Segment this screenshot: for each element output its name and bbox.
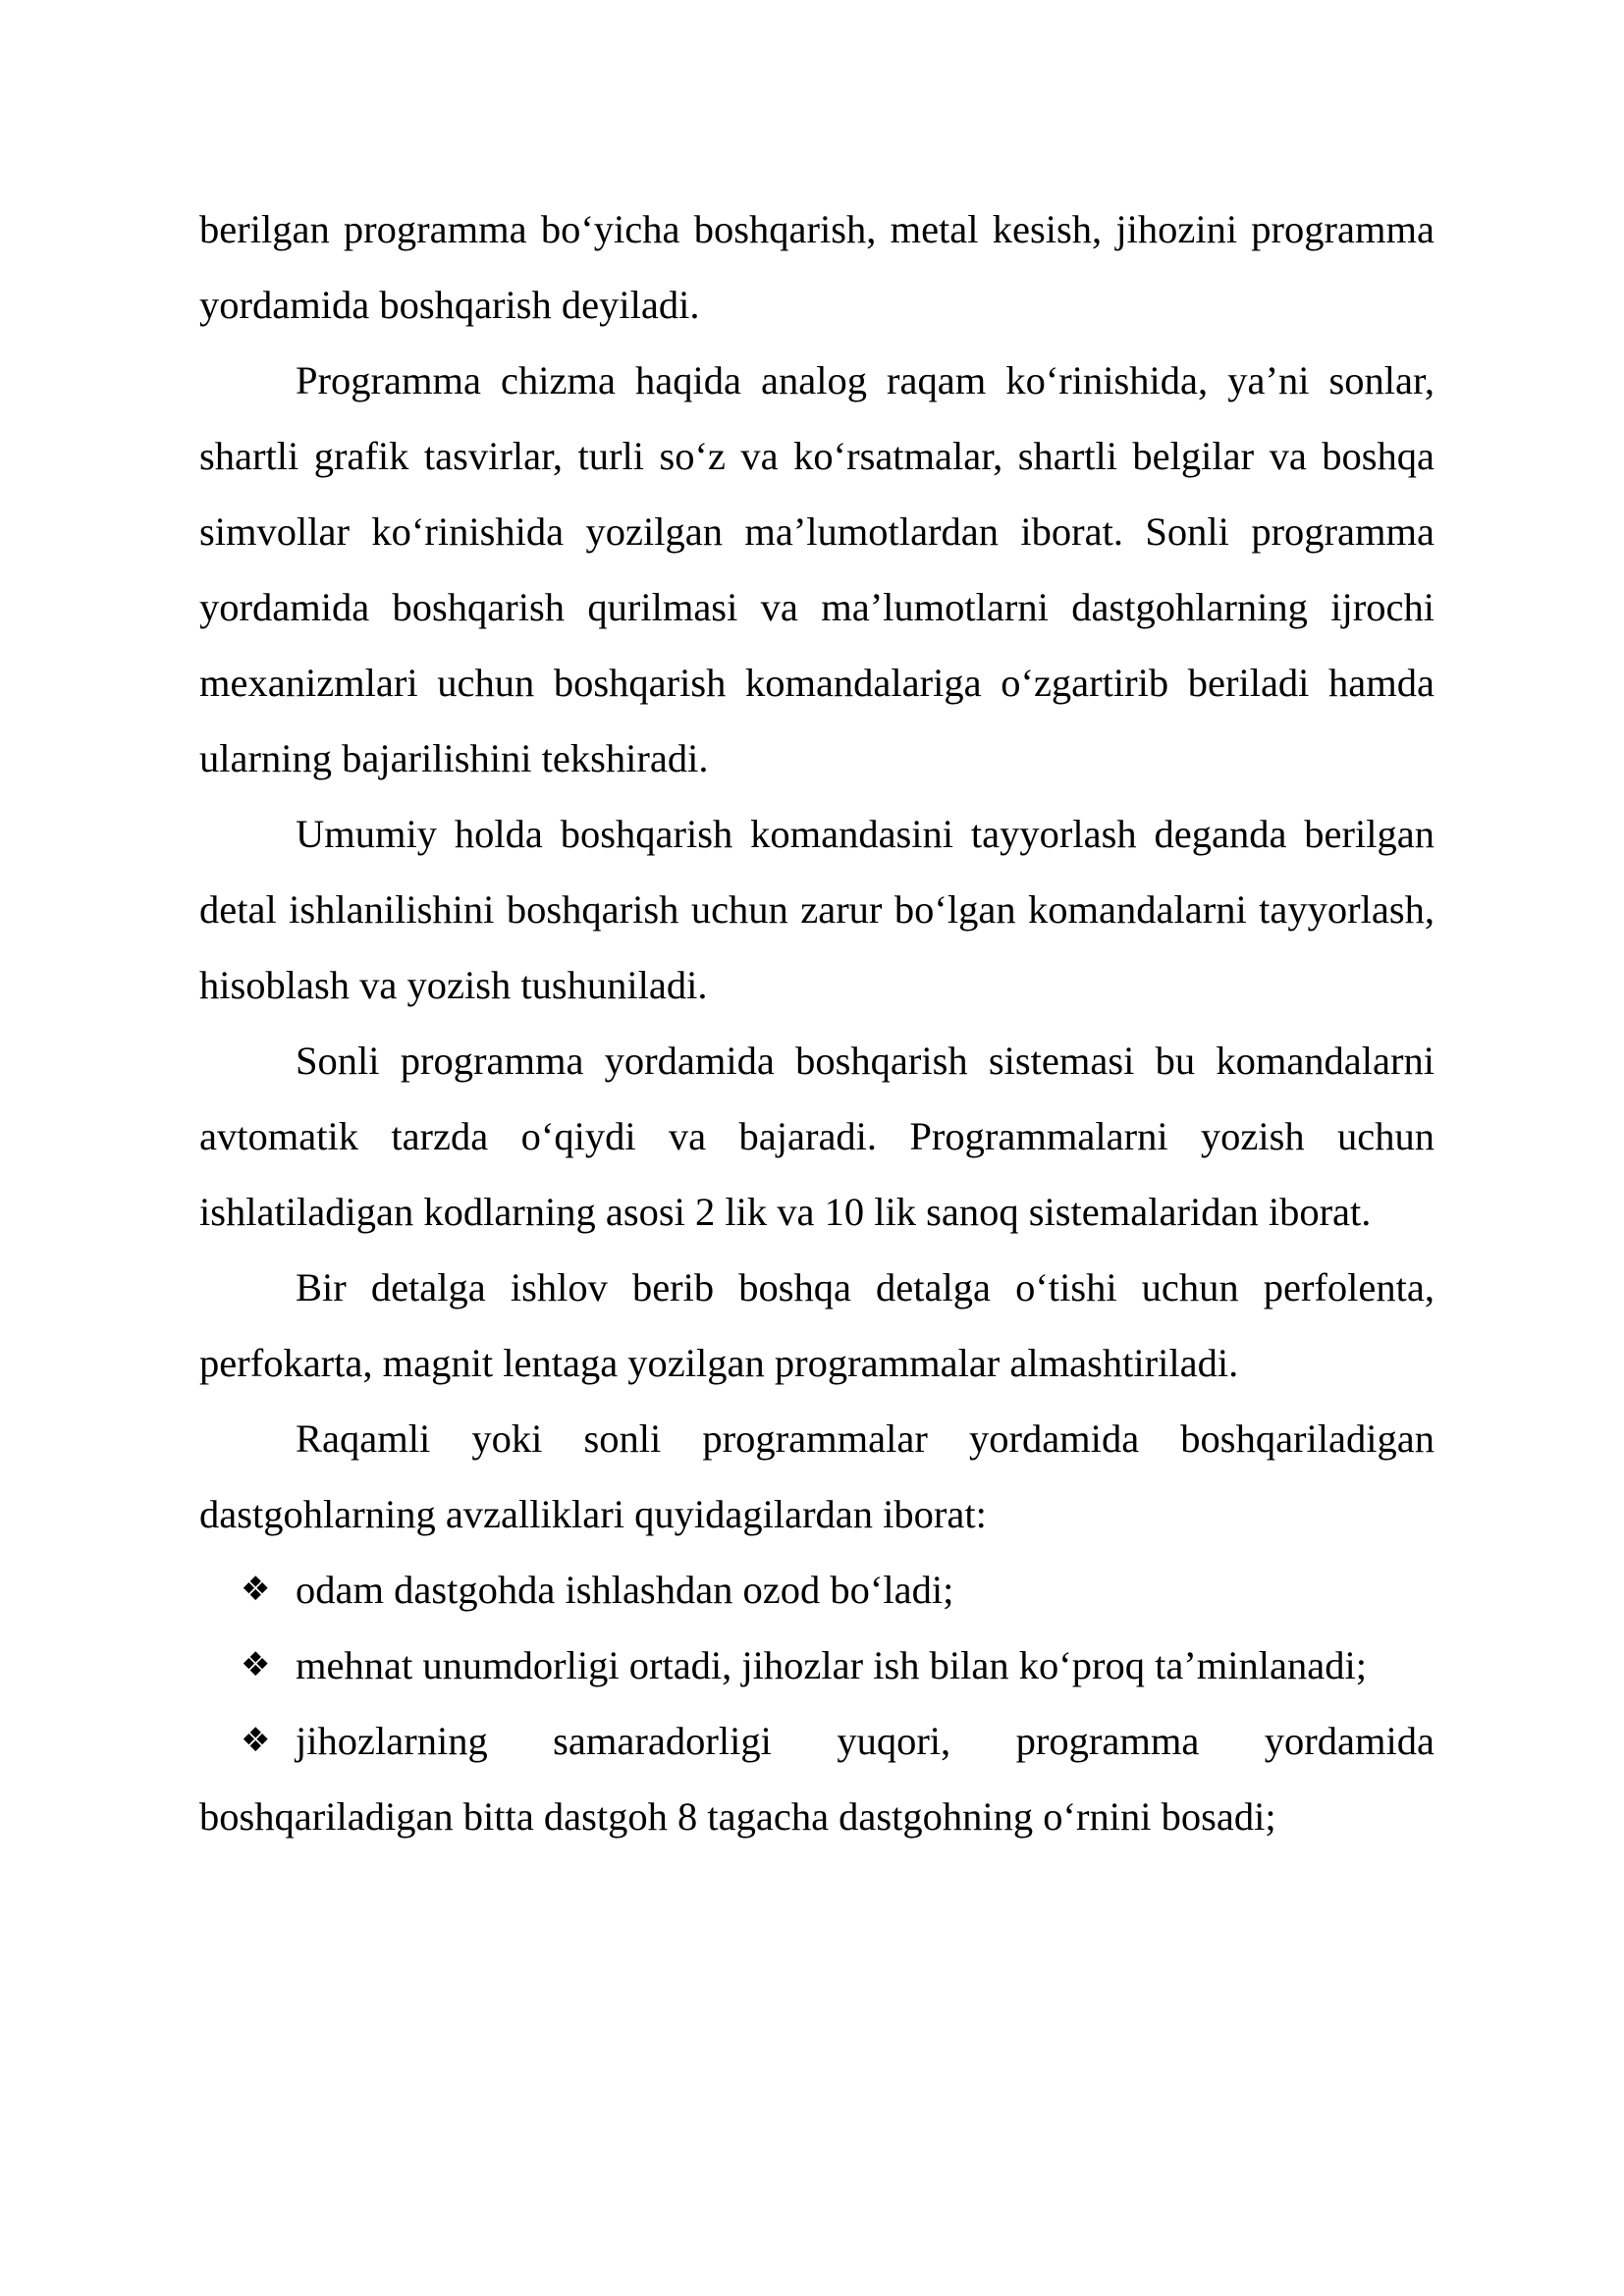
paragraph-programma-chizma: Programma chizma haqida analog raqam ko‘rinishida, ya’ni sonlar, shartli grafik tasvirlar, turli so‘z va ko‘rsatmalar, shartli belgilar va boshqa simvollar ko‘rinishida yozilgan ma’lumotlardan iborat. Sonli programma yordamida boshqarish qurilmasi va ma’lumotlarni dastgohlarning ijrochi mexanizmlari uchun boshqarish komandalariga o‘zgartirib beriladi hamda ularning bajarilishini tekshiradi. [199,358,1435,780]
diamond-bullet-icon: ❖ [241,1721,271,1760]
bullet-text: odam dastgohda ishlashdan ozod bo‘ladi; [296,1568,954,1612]
paragraph-continuation: berilgan programma bo‘yicha boshqarish, metal kesish, jihozini programma yordamida boshqarish deyiladi. [199,207,1435,327]
paragraph-umumiy-holda: Umumiy holda boshqarish komandasini tayyorlash deganda berilgan detal ishlanilishini boshqarish uchun zarur bo‘lgan komandalarni tayyorlash, hisoblash va yozish tushuniladi. [199,812,1435,1007]
bullet-item [199,1628,1435,1703]
bullet-item [199,1552,1435,1628]
diamond-bullet-icon: ❖ [241,1570,271,1609]
paragraph-sonli-programma: Sonli programma yordamida boshqarish sistemasi bu komandalarni avtomatik tarzda o‘qiydi va bajaradi. Programmalarni yozish uchun ishlatiladigan kodlarning asosi 2 lik va 10 lik sanoq sistemalaridan iborat. [199,1039,1435,1234]
bullet-text: mehnat unumdorligi ortadi, jihozlar ish bilan ko‘proq ta’minlanadi; [296,1643,1368,1687]
paragraph-bir-detalga: Bir detalga ishlov berib boshqa detalga o‘tishi uchun perfolenta, perfokarta, magnit lentaga yozilgan programmalar almashtiriladi. [199,1265,1435,1385]
bullet-item [199,1703,1435,1854]
diamond-bullet-icon: ❖ [241,1645,271,1684]
document-page [199,191,1435,1854]
bullet-text: jihozlarning samaradorligi yuqori, programma yordamida boshqariladigan bitta dastgoh 8 tagacha dastgohning o‘rnini bosadi; [199,1719,1435,1839]
paragraph-raqamli-yoki: Raqamli yoki sonli programmalar yordamida boshqariladigan dastgohlarning avzalliklari quyidagilardan iborat: [199,1416,1435,1536]
